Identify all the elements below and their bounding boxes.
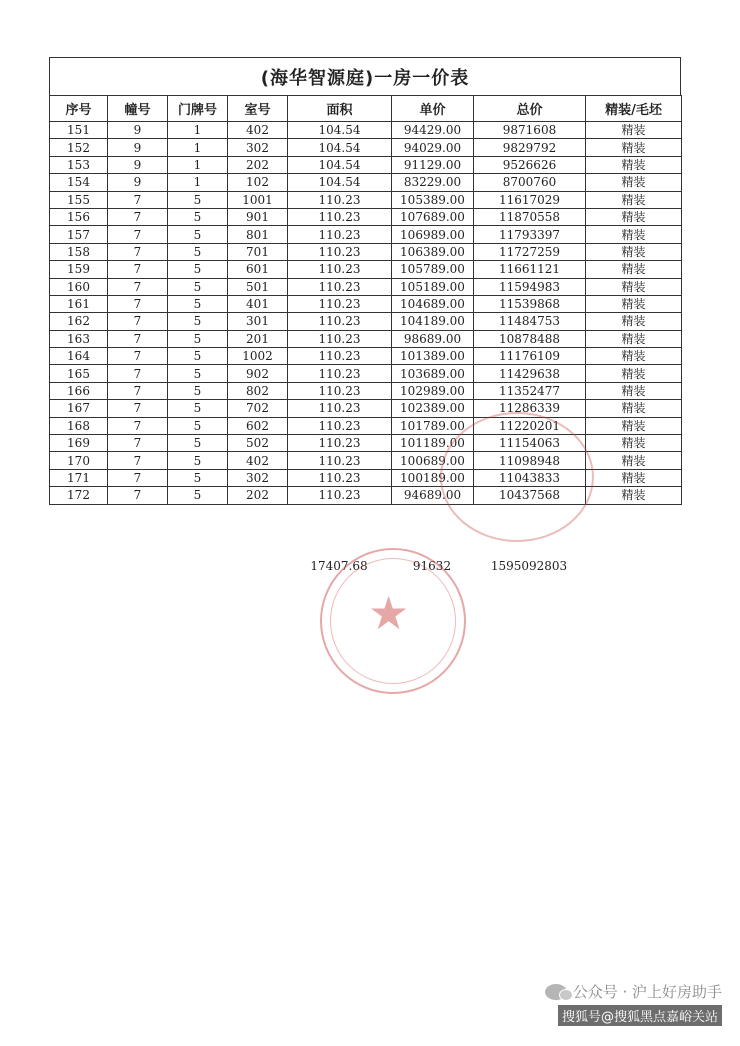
cell-door: 5 [168,226,228,243]
cell-total-price: 11661121 [474,261,586,278]
cell-seq: 152 [50,139,108,156]
cell-area: 110.23 [288,295,392,312]
cell-door: 1 [168,174,228,191]
cell-total-price: 11176109 [474,348,586,365]
cell-seq: 154 [50,174,108,191]
cell-area: 110.23 [288,417,392,434]
cell-seq: 158 [50,243,108,260]
cell-finish: 精装 [586,243,682,260]
cell-building: 7 [108,365,168,382]
price-sheet [49,57,681,573]
cell-unit-price: 102389.00 [392,400,474,417]
price-table [49,95,682,505]
cell-seq: 167 [50,400,108,417]
cell-area: 110.23 [288,400,392,417]
cell-room: 401 [228,295,288,312]
table-title: (海华智源庭)一房一价表 [49,57,681,95]
cell-total-price: 9526626 [474,156,586,173]
cell-unit-price: 91129.00 [392,156,474,173]
cell-building: 7 [108,313,168,330]
cell-room: 502 [228,435,288,452]
cell-unit-price: 94029.00 [392,139,474,156]
cell-seq: 170 [50,452,108,469]
cell-area: 110.23 [288,452,392,469]
cell-seq: 168 [50,417,108,434]
cell-finish: 精装 [586,156,682,173]
cell-room: 1001 [228,191,288,208]
cell-finish: 精装 [586,452,682,469]
cell-total-price: 11043833 [474,469,586,486]
cell-unit-price: 104689.00 [392,295,474,312]
cell-finish: 精装 [586,122,682,139]
cell-unit-price: 106389.00 [392,243,474,260]
cell-room: 801 [228,226,288,243]
cell-unit-price: 101189.00 [392,435,474,452]
cell-total-price: 11220201 [474,417,586,434]
cell-building: 7 [108,400,168,417]
cell-seq: 163 [50,330,108,347]
seal-stamp-large [320,548,466,694]
table-row [50,400,682,417]
cell-door: 5 [168,330,228,347]
cell-door: 5 [168,295,228,312]
cell-door: 5 [168,313,228,330]
col-header-finish: 精装/毛坯 [586,96,682,122]
cell-finish: 精装 [586,382,682,399]
cell-door: 5 [168,278,228,295]
cell-total-price: 11727259 [474,243,586,260]
cell-area: 104.54 [288,174,392,191]
cell-total-price: 11594983 [474,278,586,295]
watermark-line2: 搜狐号@搜狐黑点嘉峪关站 [558,1005,722,1026]
cell-area: 110.23 [288,348,392,365]
cell-seq: 159 [50,261,108,278]
cell-finish: 精装 [586,365,682,382]
cell-finish: 精装 [586,278,682,295]
cell-unit-price: 106989.00 [392,226,474,243]
col-header-area: 面积 [288,96,392,122]
table-row [50,226,682,243]
cell-door: 5 [168,382,228,399]
cell-seq: 153 [50,156,108,173]
cell-area: 110.23 [288,261,392,278]
cell-door: 5 [168,435,228,452]
cell-area: 104.54 [288,122,392,139]
table-row [50,278,682,295]
cell-room: 302 [228,139,288,156]
cell-finish: 精装 [586,435,682,452]
cell-unit-price: 102989.00 [392,382,474,399]
cell-seq: 162 [50,313,108,330]
cell-unit-price: 98689.00 [392,330,474,347]
cell-unit-price: 101789.00 [392,417,474,434]
cell-room: 702 [228,400,288,417]
cell-room: 602 [228,417,288,434]
cell-building: 9 [108,122,168,139]
cell-room: 302 [228,469,288,486]
cell-seq: 155 [50,191,108,208]
cell-area: 104.54 [288,139,392,156]
cell-door: 5 [168,452,228,469]
table-body [50,122,682,505]
cell-building: 7 [108,417,168,434]
cell-door: 5 [168,365,228,382]
cell-area: 110.23 [288,208,392,225]
cell-seq: 151 [50,122,108,139]
cell-room: 601 [228,261,288,278]
col-header-unit-price: 单价 [392,96,474,122]
cell-total-price: 11539868 [474,295,586,312]
col-header-total-price: 总价 [474,96,586,122]
cell-unit-price: 100189.00 [392,469,474,486]
cell-area: 110.23 [288,226,392,243]
cell-total-price: 11154063 [474,435,586,452]
cell-building: 9 [108,174,168,191]
average-unit-price: 91632 [412,559,452,573]
cell-unit-price: 100689.00 [392,452,474,469]
cell-total-price: 9829792 [474,139,586,156]
cell-area: 110.23 [288,487,392,504]
cell-total-price: 9871608 [474,122,586,139]
table-row [50,417,682,434]
cell-building: 7 [108,226,168,243]
cell-door: 1 [168,139,228,156]
cell-room: 102 [228,174,288,191]
cell-door: 1 [168,156,228,173]
cell-room: 202 [228,156,288,173]
cell-door: 5 [168,417,228,434]
cell-finish: 精装 [586,261,682,278]
cell-building: 7 [108,191,168,208]
cell-area: 110.23 [288,191,392,208]
cell-building: 7 [108,243,168,260]
cell-total-price: 11870558 [474,208,586,225]
table-row [50,261,682,278]
col-header-seq: 序号 [50,96,108,122]
cell-seq: 166 [50,382,108,399]
cell-seq: 172 [50,487,108,504]
cell-room: 301 [228,313,288,330]
cell-door: 5 [168,243,228,260]
cell-area: 110.23 [288,313,392,330]
cell-area: 110.23 [288,330,392,347]
cell-room: 402 [228,452,288,469]
cell-door: 5 [168,469,228,486]
col-header-room: 室号 [228,96,288,122]
cell-room: 802 [228,382,288,399]
cell-total-price: 11429638 [474,365,586,382]
cell-door: 5 [168,261,228,278]
cell-unit-price: 105189.00 [392,278,474,295]
cell-total-price: 10878488 [474,330,586,347]
cell-unit-price: 83229.00 [392,174,474,191]
cell-room: 701 [228,243,288,260]
total-area: 17407.68 [310,559,368,573]
cell-finish: 精装 [586,208,682,225]
cell-seq: 161 [50,295,108,312]
cell-building: 7 [108,348,168,365]
cell-room: 201 [228,330,288,347]
cell-building: 7 [108,261,168,278]
cell-door: 5 [168,400,228,417]
cell-building: 9 [108,139,168,156]
cell-door: 5 [168,348,228,365]
seal-stamp-small [440,412,594,542]
cell-seq: 157 [50,226,108,243]
cell-area: 110.23 [288,382,392,399]
cell-unit-price: 103689.00 [392,365,474,382]
wechat-icon [545,984,567,1000]
cell-total-price: 11617029 [474,191,586,208]
cell-finish: 精装 [586,191,682,208]
cell-finish: 精装 [586,469,682,486]
cell-building: 7 [108,487,168,504]
cell-door: 5 [168,487,228,504]
table-row [50,313,682,330]
cell-finish: 精装 [586,487,682,504]
cell-finish: 精装 [586,139,682,156]
cell-room: 402 [228,122,288,139]
watermark [545,981,722,1026]
table-row [50,191,682,208]
table-row [50,243,682,260]
table-row [50,208,682,225]
cell-seq: 156 [50,208,108,225]
cell-room: 901 [228,208,288,225]
cell-finish: 精装 [586,313,682,330]
cell-building: 7 [108,278,168,295]
cell-unit-price: 107689.00 [392,208,474,225]
cell-finish: 精装 [586,348,682,365]
table-row [50,295,682,312]
cell-seq: 171 [50,469,108,486]
cell-building: 7 [108,469,168,486]
col-header-door: 门牌号 [168,96,228,122]
cell-building: 7 [108,208,168,225]
cell-finish: 精装 [586,330,682,347]
cell-area: 110.23 [288,435,392,452]
cell-total-price: 11286339 [474,400,586,417]
table-row [50,348,682,365]
cell-room: 1002 [228,348,288,365]
table-row [50,139,682,156]
cell-finish: 精装 [586,417,682,434]
cell-total-price: 11352477 [474,382,586,399]
cell-room: 501 [228,278,288,295]
total-price-sum: 1595092803 [490,559,568,573]
cell-total-price: 11484753 [474,313,586,330]
table-row [50,174,682,191]
cell-door: 5 [168,191,228,208]
cell-building: 7 [108,382,168,399]
cell-finish: 精装 [586,226,682,243]
cell-room: 202 [228,487,288,504]
seal-star-icon: ★ [368,586,410,640]
table-row [50,330,682,347]
table-row [50,156,682,173]
cell-unit-price: 94689.00 [392,487,474,504]
table-row [50,365,682,382]
cell-unit-price: 105789.00 [392,261,474,278]
header-row [50,96,682,122]
cell-room: 902 [228,365,288,382]
cell-building: 7 [108,295,168,312]
table-row [50,382,682,399]
cell-finish: 精装 [586,400,682,417]
cell-finish: 精装 [586,174,682,191]
cell-area: 110.23 [288,243,392,260]
cell-unit-price: 104189.00 [392,313,474,330]
cell-seq: 165 [50,365,108,382]
cell-building: 7 [108,435,168,452]
cell-seq: 160 [50,278,108,295]
cell-area: 110.23 [288,278,392,295]
cell-seq: 169 [50,435,108,452]
col-header-building: 幢号 [108,96,168,122]
cell-building: 7 [108,452,168,469]
cell-building: 9 [108,156,168,173]
cell-building: 7 [108,330,168,347]
watermark-line1: 公众号 · 沪上好房助手 [572,983,722,1001]
cell-total-price: 8700760 [474,174,586,191]
cell-total-price: 10437568 [474,487,586,504]
cell-total-price: 11098948 [474,452,586,469]
cell-unit-price: 94429.00 [392,122,474,139]
cell-total-price: 11793397 [474,226,586,243]
cell-area: 110.23 [288,365,392,382]
cell-door: 5 [168,208,228,225]
cell-door: 1 [168,122,228,139]
cell-area: 104.54 [288,156,392,173]
cell-finish: 精装 [586,295,682,312]
cell-unit-price: 101389.00 [392,348,474,365]
cell-area: 110.23 [288,469,392,486]
table-row [50,122,682,139]
cell-seq: 164 [50,348,108,365]
cell-unit-price: 105389.00 [392,191,474,208]
